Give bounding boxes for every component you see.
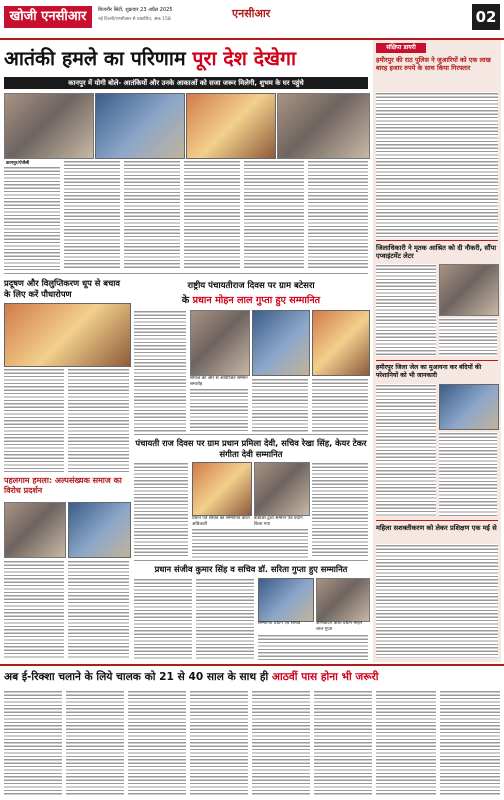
story5-headline: पंचायती राज दिवस पर ग्राम प्रधान प्रमिला देवी, सचिव रेखा सिंह, केयर टेकर संगीता देवी सम्मानित bbox=[135, 438, 367, 459]
story3-col-4 bbox=[312, 378, 368, 432]
story5-photo-1 bbox=[192, 462, 252, 516]
story4-photo-2 bbox=[68, 502, 131, 558]
lead-headline-part2: पूरा देश देखेगा bbox=[192, 47, 297, 70]
story4-headline: पहलगाम हमला: अल्पसंख्यक समाज का विरोध प्रदर्शन bbox=[4, 476, 122, 495]
story3-headline-line1: राष्ट्रीय पंचायतीराज दिवस पर ग्राम बटेसरा bbox=[187, 281, 315, 291]
story2-col-2 bbox=[68, 368, 129, 472]
story4-photo-1 bbox=[4, 502, 66, 558]
bottom-col-7 bbox=[376, 690, 436, 796]
lead-headline-part1: आतंकी हमले का परिणाम bbox=[4, 47, 193, 70]
bottom-col-5 bbox=[252, 690, 310, 796]
bottom-col-2 bbox=[66, 690, 124, 796]
masthead-dateline: बिजनौर सिटी, शुक्रवार 23 अप्रैल 2025 bbox=[98, 7, 173, 13]
masthead-subline: नई दिल्ली/एनसीआर से प्रकाशित, अंक 158 bbox=[98, 17, 171, 22]
rail-headline-3: हमीरपुर जिला जेल का मुआयना कर बंदियों की परेशानियों को भी जानकारी bbox=[376, 364, 482, 379]
rail-text-4 bbox=[376, 544, 498, 658]
lead-photo-3 bbox=[186, 93, 276, 159]
story5-caption-1: प्रधान एवं सचिव को सम्मानित करते अधिकारी bbox=[192, 516, 250, 526]
rail-divider-3 bbox=[376, 520, 498, 521]
story5-col-2 bbox=[312, 462, 368, 558]
lead-photo-1 bbox=[4, 93, 94, 159]
story3-caption-1: समाज की ओर से आयोजित सम्मान समारोह bbox=[190, 376, 248, 386]
story2-col-1 bbox=[4, 368, 64, 472]
story5-col-1 bbox=[134, 462, 188, 558]
lead-col-2 bbox=[64, 160, 120, 270]
lead-photo-2 bbox=[95, 93, 185, 159]
lead-photo-4 bbox=[277, 93, 370, 159]
story6-caption-2: अभिवादन करते प्रधान मोहन लाल गुप्ता bbox=[316, 621, 363, 631]
bottom-col-1 bbox=[4, 690, 62, 796]
story4-col-2 bbox=[68, 560, 129, 660]
divider-story6 bbox=[134, 560, 368, 561]
masthead-section: एनसीआर bbox=[232, 7, 271, 20]
story3-col-1 bbox=[134, 310, 186, 432]
rail-headline-2: जिलाधिकारी ने मृतक आश्रित को दी नौकरी, सौंपा एप्वाइंटमेंट लेटर bbox=[376, 244, 497, 260]
story4-col-1 bbox=[4, 560, 64, 660]
bottom-col-4 bbox=[190, 690, 248, 796]
story6-photo-2 bbox=[316, 578, 370, 622]
rail-text-2b bbox=[439, 318, 497, 356]
story2-photo bbox=[4, 303, 131, 367]
rail-text-2a bbox=[376, 264, 436, 356]
rail-text-3a bbox=[376, 384, 436, 516]
lead-dateline: कानपुर/ऐजेंसी bbox=[6, 161, 30, 166]
story3-photo-3 bbox=[312, 310, 370, 376]
masthead bbox=[0, 0, 504, 40]
lead-divider bbox=[4, 273, 368, 274]
story3-headline-highlight: प्रधान मोहन लाल गुप्ता हुए सम्मानित bbox=[192, 295, 321, 306]
rail-headline-1: हमीरपुर की राठ पुलिस ने जुआरियों को एक लाख बारह हजार रुपये के साथ किया गिरफ्तार bbox=[376, 56, 491, 72]
page-number: 02 bbox=[472, 4, 500, 30]
story6-col-3 bbox=[258, 634, 368, 660]
story6-photo-1 bbox=[258, 578, 314, 622]
lead-col-5 bbox=[244, 160, 304, 270]
bottom-col-3 bbox=[128, 690, 186, 796]
story3-photo-1 bbox=[190, 310, 250, 376]
rail-divider-2 bbox=[376, 360, 498, 361]
rail-headline-4: महिला सशक्तीकरण को लेकर प्रशिक्षण एक मई से bbox=[376, 524, 497, 532]
rail-text-3b bbox=[439, 432, 497, 516]
story2-headline: प्रदूषण और विलुप्तिकरण धूप से बचाव के लिए करें पौधारोपण bbox=[4, 278, 121, 299]
lead-headline bbox=[4, 44, 368, 74]
bottom-rule bbox=[0, 664, 504, 666]
bottom-headline-part2: आठवीं पास होना भी जरूरी bbox=[271, 671, 379, 683]
bottom-headline-part1: अब ई-रिक्शा चलाने के लिये चालक को 21 से 40 साल के साथ ही bbox=[4, 671, 272, 683]
lead-col-4 bbox=[184, 160, 240, 270]
rail-photo-2 bbox=[439, 384, 499, 430]
story3-col-2 bbox=[190, 388, 248, 432]
rail-tag: संक्षिप्त डायरी bbox=[376, 43, 426, 53]
story3-headline-prefix: के bbox=[181, 295, 193, 306]
rail-photo-1 bbox=[439, 264, 499, 316]
story6-col-2 bbox=[196, 578, 254, 660]
lead-col-3 bbox=[124, 160, 180, 270]
story5-caption-2: डीडीओ द्वारा सम्मान पत्र प्रदान किया गया bbox=[254, 516, 303, 526]
lead-subhead: कानपुर में योगी बोले- आतंकियों और उनके आकाओं को सजा जरूर मिलेगी, शुभम के घर पहुंचे bbox=[4, 77, 368, 89]
story6-col-1 bbox=[134, 578, 192, 660]
bottom-headline bbox=[4, 669, 500, 685]
story5-col-3 bbox=[192, 528, 308, 558]
masthead-logo: खोजी एनसीआर bbox=[4, 6, 92, 28]
story3-col-3 bbox=[252, 378, 308, 432]
story3-headline-line2 bbox=[134, 293, 368, 306]
rail-text-1 bbox=[376, 92, 498, 238]
story6-caption-1: सम्मानित प्रधान एवं सचिव bbox=[258, 621, 301, 626]
rail-divider-1 bbox=[376, 240, 498, 241]
divider-mid bbox=[134, 434, 368, 435]
story3-photo-2 bbox=[252, 310, 310, 376]
bottom-col-8 bbox=[440, 690, 500, 796]
story6-headline: प्रधान संजीव कुमार सिंह व सचिव डॉ. सरिता गुप्ता हुए सम्मानित bbox=[154, 564, 348, 574]
lead-col-1 bbox=[4, 166, 60, 270]
bottom-col-6 bbox=[314, 690, 372, 796]
lead-col-6 bbox=[308, 160, 368, 270]
story5-photo-2 bbox=[254, 462, 310, 516]
